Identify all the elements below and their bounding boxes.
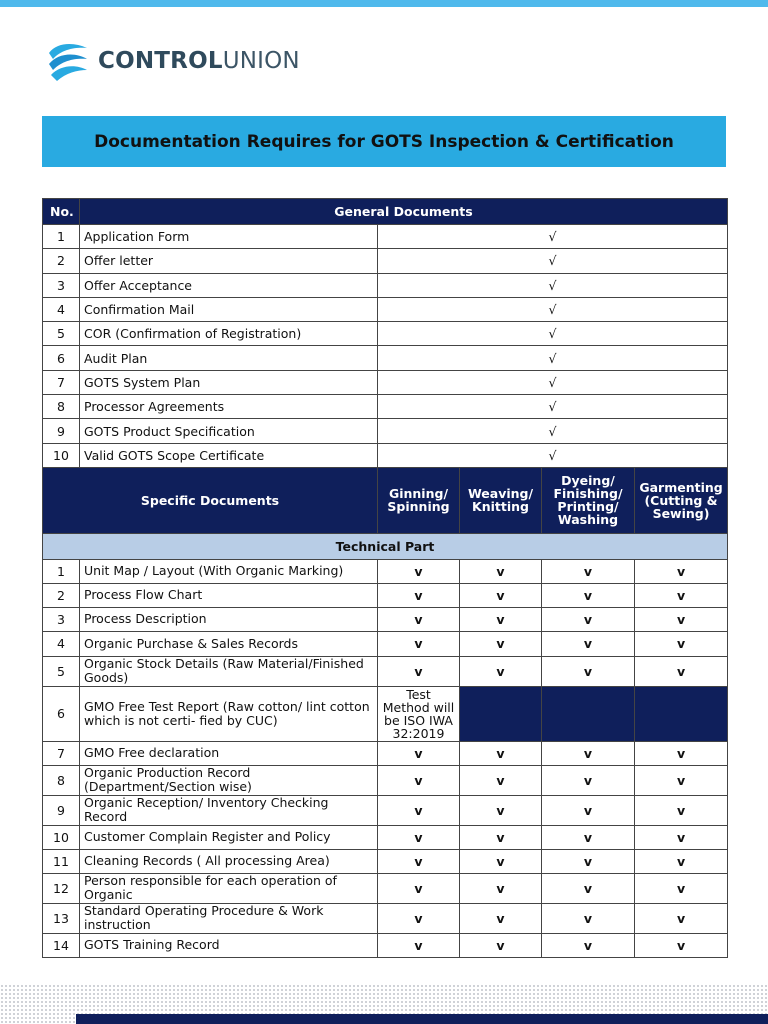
specific-row [43, 825, 728, 849]
specific-row [43, 903, 728, 933]
document-label: Processor Agreements [80, 395, 378, 419]
check-mark: v [460, 583, 542, 607]
check-mark: v [635, 741, 728, 765]
control-union-logo [46, 40, 300, 82]
document-label: Organic Reception/ Inventory Checking Record [80, 795, 378, 825]
check-mark: v [635, 903, 728, 933]
row-number: 2 [43, 249, 80, 273]
not-applicable-cell [460, 686, 542, 741]
footer-bar [76, 1014, 768, 1024]
document-label: Offer letter [80, 249, 378, 273]
check-mark: v [542, 849, 635, 873]
general-row [43, 297, 728, 321]
check-mark: v [635, 583, 728, 607]
check-mark: v [378, 873, 460, 903]
logo-word-control: CONTROL [98, 48, 223, 74]
check-mark: v [542, 583, 635, 607]
document-label: Organic Stock Details (Raw Material/Finished Goods) [80, 656, 378, 686]
row-number: 6 [43, 686, 80, 741]
row-number: 12 [43, 873, 80, 903]
row-number: 5 [43, 322, 80, 346]
row-number: 8 [43, 765, 80, 795]
check-mark: v [635, 631, 728, 656]
document-label: Customer Complain Register and Policy [80, 825, 378, 849]
row-number: 9 [43, 795, 80, 825]
check-mark: v [635, 933, 728, 957]
specific-row [43, 933, 728, 957]
check-mark: √ [378, 322, 728, 346]
general-header-row [43, 199, 728, 225]
check-mark: v [378, 903, 460, 933]
row-number: 7 [43, 741, 80, 765]
check-mark: v [460, 903, 542, 933]
document-label: Person responsible for each operation of Organic [80, 873, 378, 903]
document-title: Documentation Requires for GOTS Inspection & Certification [94, 131, 674, 152]
check-mark: v [378, 741, 460, 765]
document-label: GOTS System Plan [80, 370, 378, 394]
check-mark: √ [378, 249, 728, 273]
document-label: Confirmation Mail [80, 297, 378, 321]
check-mark: v [542, 795, 635, 825]
check-mark: √ [378, 370, 728, 394]
document-label: Unit Map / Layout (With Organic Marking) [80, 559, 378, 583]
documentation-table [42, 198, 728, 958]
check-mark: √ [378, 273, 728, 297]
row-number: 10 [43, 443, 80, 467]
check-mark: v [635, 656, 728, 686]
document-label: Application Form [80, 225, 378, 249]
general-row [43, 273, 728, 297]
specific-row [43, 795, 728, 825]
row-number: 1 [43, 225, 80, 249]
general-row [43, 395, 728, 419]
row-number: 3 [43, 607, 80, 631]
row-number: 4 [43, 297, 80, 321]
row-number: 3 [43, 273, 80, 297]
row-number: 10 [43, 825, 80, 849]
check-mark: √ [378, 419, 728, 443]
specific-row [43, 741, 728, 765]
row-number: 14 [43, 933, 80, 957]
check-mark: v [460, 849, 542, 873]
check-mark: v [460, 559, 542, 583]
row-number: 4 [43, 631, 80, 656]
row-number: 5 [43, 656, 80, 686]
row-number: 2 [43, 583, 80, 607]
row-number: 7 [43, 370, 80, 394]
document-label: GMO Free declaration [80, 741, 378, 765]
check-mark: v [460, 825, 542, 849]
specific-documents-header: Specific Documents [43, 467, 378, 533]
check-mark: √ [378, 297, 728, 321]
row-number: 11 [43, 849, 80, 873]
document-label: Standard Operating Procedure & Work instruction [80, 903, 378, 933]
top-accent-strip [0, 0, 768, 7]
not-applicable-cell [542, 686, 635, 741]
check-mark: v [542, 933, 635, 957]
no-column-header: No. [43, 199, 80, 225]
row-number: 8 [43, 395, 80, 419]
general-documents-header: General Documents [80, 199, 728, 225]
check-mark: √ [378, 346, 728, 370]
check-mark: v [378, 765, 460, 795]
check-mark: v [460, 765, 542, 795]
general-row [43, 249, 728, 273]
check-mark: √ [378, 443, 728, 467]
check-mark: v [542, 765, 635, 795]
document-label: Organic Production Record (Department/Section wise) [80, 765, 378, 795]
specific-row [43, 873, 728, 903]
check-mark: v [460, 656, 542, 686]
check-mark: √ [378, 395, 728, 419]
row-number: 13 [43, 903, 80, 933]
check-mark: v [378, 559, 460, 583]
document-label: COR (Confirmation of Registration) [80, 322, 378, 346]
check-mark: v [378, 656, 460, 686]
general-row [43, 370, 728, 394]
check-mark: v [542, 903, 635, 933]
title-banner [42, 116, 726, 167]
logo-wordmark [98, 48, 300, 74]
specific-row [43, 607, 728, 631]
check-mark: v [635, 849, 728, 873]
general-row [43, 419, 728, 443]
document-label: Cleaning Records ( All processing Area) [80, 849, 378, 873]
general-row [43, 443, 728, 467]
check-mark: v [460, 741, 542, 765]
check-mark: v [378, 631, 460, 656]
col-ginning-spinning: Ginning/ Spinning [378, 467, 460, 533]
check-mark: v [542, 656, 635, 686]
general-row [43, 225, 728, 249]
technical-part-row [43, 533, 728, 559]
col-garmenting: Garmenting (Cutting & Sewing) [635, 467, 728, 533]
row-number: 9 [43, 419, 80, 443]
check-mark: v [460, 933, 542, 957]
technical-part-label: Technical Part [43, 533, 728, 559]
check-mark: v [542, 741, 635, 765]
check-mark: v [378, 607, 460, 631]
check-mark: v [378, 825, 460, 849]
specific-row [43, 686, 728, 741]
check-mark: v [635, 765, 728, 795]
check-mark: v [542, 607, 635, 631]
document-label: GOTS Training Record [80, 933, 378, 957]
document-label: Valid GOTS Scope Certificate [80, 443, 378, 467]
check-mark: v [635, 559, 728, 583]
row-number: 6 [43, 346, 80, 370]
specific-row [43, 631, 728, 656]
check-mark: v [542, 631, 635, 656]
document-label: GOTS Product Specification [80, 419, 378, 443]
check-mark: v [542, 873, 635, 903]
specific-row [43, 656, 728, 686]
col-weaving-knitting: Weaving/ Knitting [460, 467, 542, 533]
col-dyeing-finishing: Dyeing/ Finishing/ Printing/ Washing [542, 467, 635, 533]
check-mark: v [460, 607, 542, 631]
specific-row [43, 583, 728, 607]
check-mark: v [635, 795, 728, 825]
row-number: 1 [43, 559, 80, 583]
check-mark: v [460, 631, 542, 656]
general-row [43, 346, 728, 370]
document-label: Offer Acceptance [80, 273, 378, 297]
check-mark: v [542, 559, 635, 583]
check-mark: v [460, 795, 542, 825]
test-method-note: Test Method will be ISO IWA 32:2019 [378, 686, 460, 741]
check-mark: v [635, 825, 728, 849]
check-mark: v [635, 607, 728, 631]
specific-header-row [43, 467, 728, 533]
check-mark: v [378, 933, 460, 957]
document-label: Organic Purchase & Sales Records [80, 631, 378, 656]
check-mark: √ [378, 225, 728, 249]
specific-row [43, 765, 728, 795]
check-mark: v [635, 873, 728, 903]
document-label: Process Flow Chart [80, 583, 378, 607]
general-row [43, 322, 728, 346]
check-mark: v [460, 873, 542, 903]
check-mark: v [542, 825, 635, 849]
document-label: Audit Plan [80, 346, 378, 370]
logo-word-union: UNION [222, 48, 300, 74]
document-label: GMO Free Test Report (Raw cotton/ lint cotton which is not certi- fied by CUC) [80, 686, 378, 741]
check-mark: v [378, 849, 460, 873]
check-mark: v [378, 795, 460, 825]
logo-wave-icon [46, 40, 90, 82]
check-mark: v [378, 583, 460, 607]
not-applicable-cell [635, 686, 728, 741]
specific-row [43, 849, 728, 873]
specific-row [43, 559, 728, 583]
document-label: Process Description [80, 607, 378, 631]
